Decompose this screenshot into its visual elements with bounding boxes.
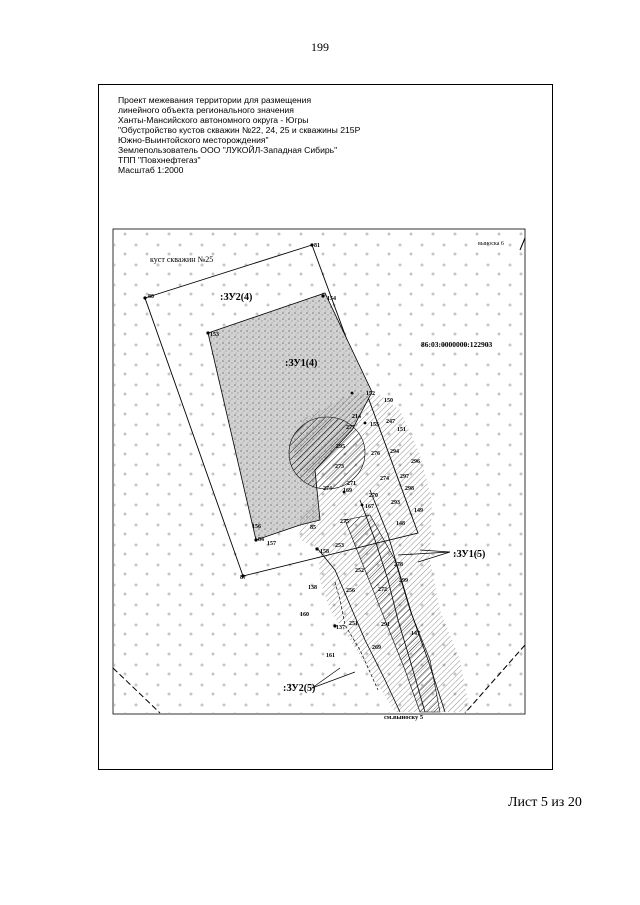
point-label: 253 [335, 543, 344, 549]
cadastral-number-label: 86:03:0000000:122903 [421, 340, 493, 349]
point-label: 296 [411, 459, 420, 465]
scale-label: Масштаб 1:2000 [118, 165, 184, 175]
title-line-5: Южно-Выинтойского месторождения" [118, 135, 269, 145]
point-label: 295 [336, 444, 345, 450]
title-line-4: "Обустройство кустов скважин №22, 24, 25 и скважины 215Р [118, 125, 361, 135]
point-label: 158 [320, 549, 329, 555]
point-label: 161 [326, 653, 335, 659]
point-label: 214 [352, 414, 361, 420]
point-label: 87 [240, 575, 246, 581]
point-label: 276 [371, 451, 380, 457]
point-label: 137 [336, 625, 345, 631]
point-label: 269 [372, 645, 381, 651]
title-line-7: ТПП "Повхнефтегаз" [118, 155, 201, 165]
point-label: 167 [365, 504, 374, 510]
point-label: 277 [346, 425, 355, 431]
point-label: 151 [397, 427, 406, 433]
point-label: 85 [310, 525, 316, 531]
point-label: 154 [327, 296, 336, 302]
point-label: 147 [411, 631, 420, 637]
point-label: 160 [300, 612, 309, 618]
point-label: 297 [400, 474, 409, 480]
point-label: 81 [314, 243, 320, 249]
parcel-zu1-5-label: :ЗУ1(5) [453, 549, 486, 560]
page-number: 199 [311, 40, 329, 54]
point-label: 152 [366, 391, 375, 397]
point-label: 138 [308, 585, 317, 591]
point-label: 247 [386, 419, 395, 425]
point-label: 299 [399, 578, 408, 584]
point-label: 155 [370, 422, 379, 428]
point-label: 150 [384, 398, 393, 404]
point-label: 291 [381, 622, 390, 628]
point-label: 298 [405, 486, 414, 492]
callout-bottom-label: см.выноску 5 [384, 714, 424, 721]
point-label: 252 [355, 568, 364, 574]
point-label: 293 [391, 500, 400, 506]
point-label: 278 [394, 562, 403, 568]
point-label: 84 [258, 537, 264, 543]
point-label: 274 [323, 486, 332, 492]
parcel-zu2-5-label: :ЗУ2(5) [283, 683, 316, 694]
well-pad-label: куст скважин №25 [150, 255, 214, 264]
parcel-zu2-4-label: :ЗУ2(4) [220, 292, 253, 303]
callout-top-label: выноска 6 [478, 241, 504, 247]
parcel-zu1-4-label: :ЗУ1(4) [285, 358, 318, 369]
point-label: 149 [414, 508, 423, 514]
sheet-number: Лист 5 из 20 [508, 795, 582, 810]
point-label: 294 [390, 449, 399, 455]
title-line-6: Землепользователь ООО "ЛУКОЙЛ-Западная Сибирь" [118, 145, 338, 155]
point-label: 153 [210, 332, 219, 338]
point-label: 272 [378, 587, 387, 593]
point-label: 271 [347, 481, 356, 487]
point-label: 148 [396, 521, 405, 527]
point-label: 80 [148, 294, 154, 300]
point-label: 157 [267, 541, 276, 547]
point-label: 274 [380, 476, 389, 482]
point-label: 270 [369, 493, 378, 499]
title-line-1: Проект межевания территории для размещения [118, 95, 312, 105]
title-line-2: линейного объекта регионального значения [118, 105, 294, 115]
title-line-3: Ханты-Мансийского автономного округа - Югры [118, 115, 309, 125]
point-label: 156 [252, 524, 261, 530]
point-label: 273 [335, 464, 344, 470]
point-label: 275 [340, 519, 349, 525]
point-label: 169 [343, 488, 352, 494]
point-label: 256 [346, 588, 355, 594]
point-label: 251 [349, 621, 358, 627]
